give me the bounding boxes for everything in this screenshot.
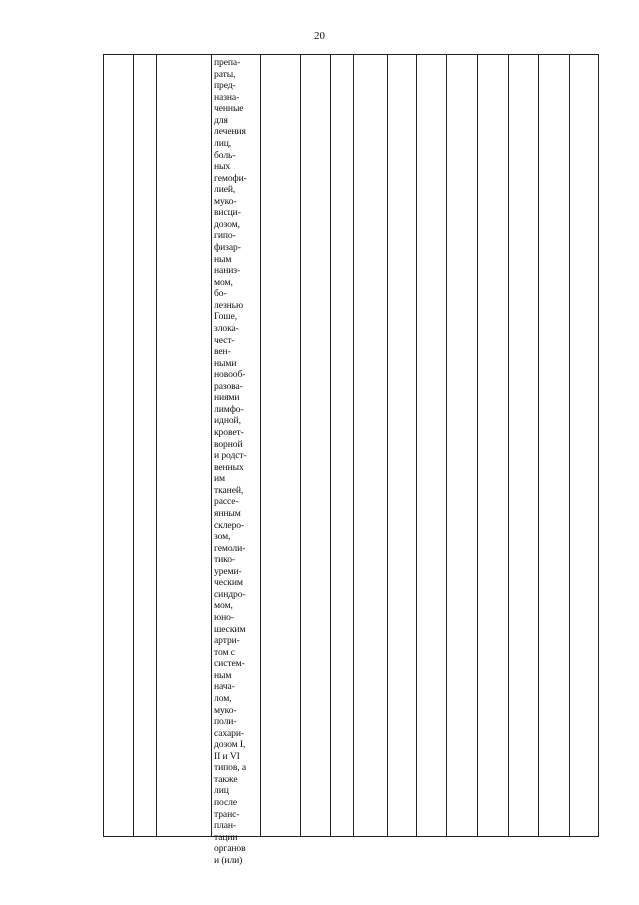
description-line: разова-: [214, 380, 243, 392]
table-column-10: [416, 55, 447, 836]
description-line: II и VI: [214, 750, 240, 762]
description-line: тико-: [214, 554, 235, 566]
description-line: ных: [214, 161, 231, 173]
description-line: лией,: [214, 184, 236, 196]
description-line: поли-: [214, 716, 237, 728]
data-table: [103, 54, 599, 866]
description-line: склеро-: [214, 519, 245, 531]
description-line: тканей,: [214, 484, 244, 496]
description-line: янным: [214, 507, 241, 519]
table-column-1: [104, 55, 134, 836]
description-line: мом,: [214, 276, 233, 288]
table-column-6: [300, 55, 331, 836]
description-line: уреми-: [214, 565, 242, 577]
description-line: после: [214, 797, 237, 808]
description-line: типов, а: [214, 762, 247, 774]
page-number: 20: [314, 30, 325, 42]
description-line: ниями: [214, 392, 240, 404]
description-line: гемофи-: [214, 172, 247, 184]
description-line: органов: [214, 843, 246, 855]
description-line: ченные: [214, 103, 244, 115]
description-line: злока-: [214, 322, 239, 334]
description-line: муко-: [214, 195, 237, 207]
table-column-14: [538, 55, 570, 836]
description-line: кровет-: [214, 427, 244, 438]
description-line: назна-: [214, 91, 240, 103]
description-line: лиц: [214, 785, 229, 797]
table-column-2: [133, 55, 157, 836]
table-column-7: [330, 55, 354, 836]
description-line: муко-: [214, 704, 237, 716]
description-line: лечения: [214, 126, 246, 138]
description-line: нача-: [214, 681, 235, 693]
table-column-12: [477, 55, 509, 836]
description-line: бо-: [214, 288, 227, 300]
description-line: боль-: [214, 149, 236, 161]
description-line: ным: [214, 669, 232, 681]
description-line: им: [214, 473, 226, 485]
description-line: тации: [214, 831, 238, 843]
description-line: ворной: [214, 438, 243, 450]
description-line: препа-: [214, 57, 241, 68]
table-column-8: [353, 55, 388, 836]
description-line: транс-: [214, 808, 240, 820]
description-line: новооб-: [214, 369, 246, 381]
description-line: пред-: [214, 80, 236, 92]
description-line: рассе-: [214, 496, 239, 508]
description-line: лом,: [214, 692, 232, 704]
description-line: Гоше,: [214, 311, 238, 323]
table-column-15: [569, 55, 600, 836]
description-line: гипо-: [214, 230, 236, 242]
description-line: сахари-: [214, 727, 244, 739]
description-line: висци-: [214, 207, 241, 219]
description-line: и родст-: [214, 450, 247, 462]
description-line: мом,: [214, 600, 233, 612]
description-line: лезнью: [214, 299, 244, 311]
description-line: ным: [214, 253, 232, 265]
description-line: том с: [214, 646, 235, 658]
description-line: лимфо-: [214, 403, 244, 415]
description-line: синдро-: [214, 588, 246, 600]
description-line: артри-: [214, 635, 240, 647]
table-column-description: [211, 55, 261, 866]
description-line: вен-: [214, 346, 231, 358]
description-line: шеским: [214, 623, 246, 635]
description-line: идной,: [214, 415, 241, 427]
description-line: лиц,: [214, 137, 232, 149]
description-line: венных: [214, 461, 244, 473]
description-line: наниз-: [214, 265, 241, 277]
description-line: гемоли-: [214, 542, 246, 554]
description-line: чест-: [214, 334, 235, 346]
description-line: зом,: [214, 531, 231, 543]
table-column-3: [156, 55, 212, 836]
description-line: систем-: [214, 658, 245, 670]
description-line: и (или): [214, 854, 243, 866]
description-line: юно-: [214, 612, 234, 623]
description-line: ческим: [214, 577, 243, 589]
description-line: дозом,: [214, 218, 240, 230]
description-line: для: [214, 114, 228, 126]
table-column-11: [446, 55, 478, 836]
description-line: план-: [214, 820, 237, 832]
table-column-5: [260, 55, 301, 836]
table-column-13: [508, 55, 539, 836]
description-line: также: [214, 773, 238, 785]
description-line: физар-: [214, 242, 241, 253]
description-line: дозом I,: [214, 739, 246, 751]
description-line: раты,: [214, 68, 236, 80]
description-line: ными: [214, 357, 237, 369]
description-text: [214, 57, 257, 866]
table-column-9: [387, 55, 417, 836]
